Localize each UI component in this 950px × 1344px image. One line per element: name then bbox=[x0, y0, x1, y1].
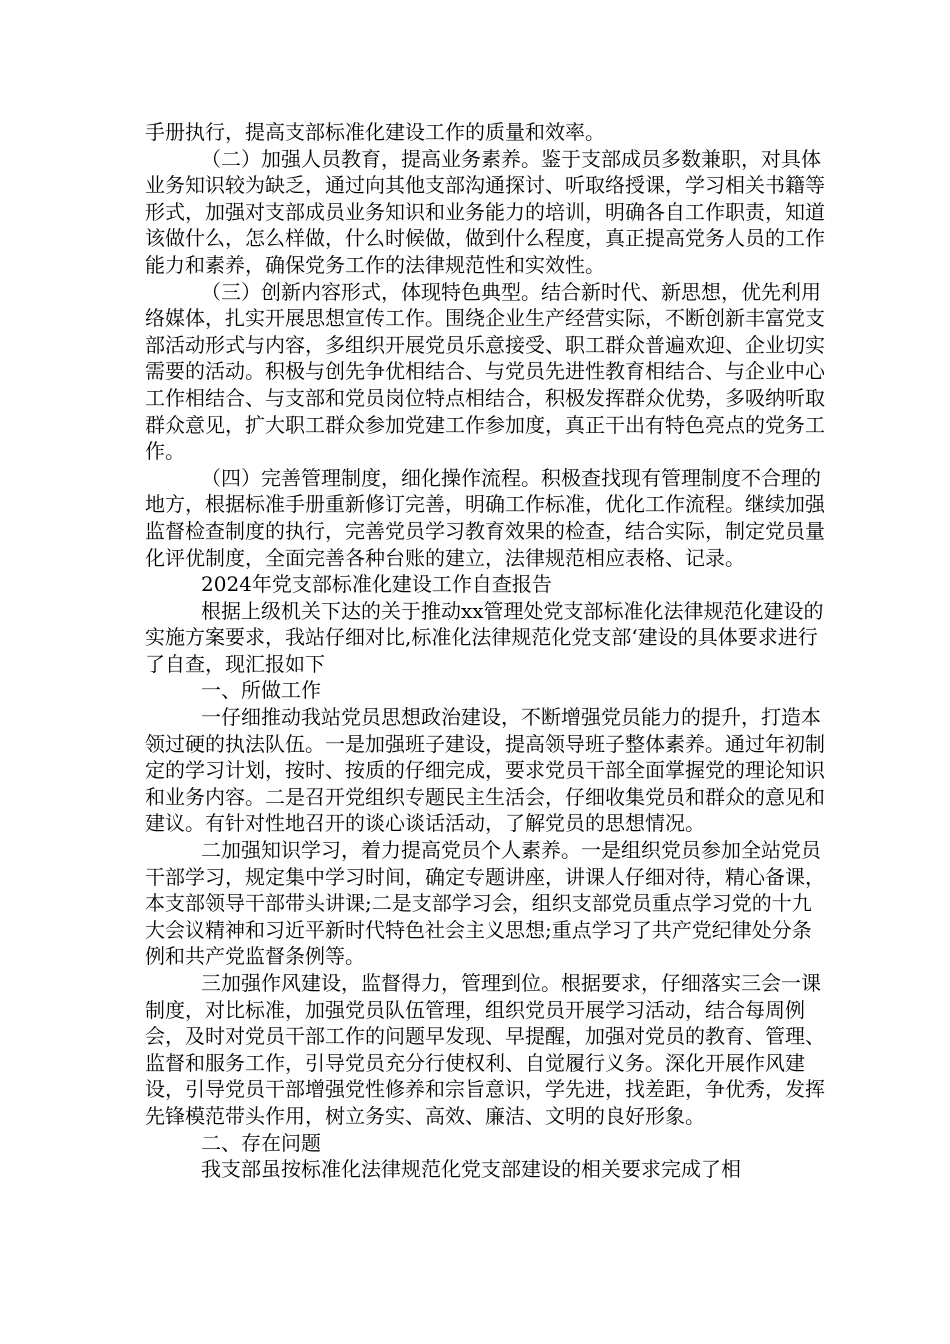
paragraph-3: （三）创新内容形式，体现特色典型。结合新时代、新思想，优先利用络媒体，扎实开展思想宣传工作。围绕企业生产经营实际，不断创新丰富党支部活动形式与内容，多组织开展党员乐意接受、职工群众普遍欢迎、企业切实需要的活动。积极与创先争优相结合、与党员先进性教育相结合、与企业中心工作相结合、与支部和党员岗位特点相结合，积极发挥群众优势，多吸纳听取群众意见，扩大职工群众参加党建工作参加度，真正干出有特色亮点的党务工作。 bbox=[145, 279, 825, 464]
report-title: 2024年党支部标准化建设工作自查报告 bbox=[201, 572, 552, 597]
paragraph-intro: 根据上级机关下达的关于推动xx管理处党支部标准化法律规范化建设的实施方案要求，我站仔细对比,标准化法律规范化党支部‘建设的具体要求进行了自查，现汇报如下 bbox=[145, 598, 824, 676]
paragraph-work-3: 三加强作风建设，监督得力，管理到位。根据要求，仔细落实三会一课制度，对比标准，加强党员队伍管理，组织党员开展学习活动，结合每周例会，及时对党员干部工作的问题早发现、早提醒，加强对党员的教育、管理、监督和服务工作，引导党员充分行使权利、自觉履行义务。深化开展作风建设，引导党员干部增强党性修养和宗旨意识，学先进，找差距，争优秀，发挥先锋模范带头作用，树立务实、高效、廉洁、文明的良好形象。 bbox=[145, 971, 825, 1128]
paragraph-problems-1: 我支部虽按标准化法律规范化党支部建设的相关要求完成了相 bbox=[201, 1157, 741, 1182]
paragraph-2: （二）加强人员教育，提高业务素养。鉴于支部成员多数兼职，对具体业务知识较为缺乏，通过向其他支部沟通探讨、听取络授课，学习相关书籍等形式，加强对支部成员业务知识和业务能力的培训，明确各自工作职责，知道该做什么，怎么样做，什么时候做，做到什么程度，真正提高党务人员的工作能力和素养，确保党务工作的法律规范性和实效性。 bbox=[145, 146, 825, 277]
paragraph-work-2: 二加强知识学习，着力提高党员个人素养。一是组织党员参加全站党员干部学习，规定集中学习时间，确定专题讲座，讲课人仔细对待，精心备课，本支部领导干部带头讲课;二是支部学习会，组织支部党员重点学习党的十九大会议精神和习近平新时代特色社会主义思想;重点学习了共产党纪律处分条例和共产党监督条例等。 bbox=[145, 838, 825, 969]
section-heading-problems: 二、存在问题 bbox=[201, 1130, 321, 1155]
paragraph-1: 手册执行，提高支部标准化建设工作的质量和效率。 bbox=[145, 120, 605, 144]
section-heading-work-done: 一、所做工作 bbox=[201, 678, 321, 703]
paragraph-work-1: 一仔细推动我站党员思想政治建设，不断增强党员能力的提升，打造本领过硬的执法队伍。一是加强班子建设，提高领导班子整体素养。通过年初制定的学习计划，按时、按质的仔细完成，要求党员干部全面掌握党的理论知识和业务内容。二是召开党组织专题民主生活会，仔细收集党员和群众的意见和建议。有针对性地召开的谈心谈话活动，了解党员的思想情况。 bbox=[145, 705, 825, 836]
paragraph-4: （四）完善管理制度，细化操作流程。积极查找现有管理制度不合理的地方，根据标准手册重新修订完善，明确工作标准，优化工作流程。继续加强监督检查制度的执行，完善党员学习教育效果的检查，结合实际，制定党员量化评优制度，全面完善各种台账的建立，法律规范相应表格、记录。 bbox=[145, 465, 825, 570]
document-page bbox=[145, 119, 825, 1183]
